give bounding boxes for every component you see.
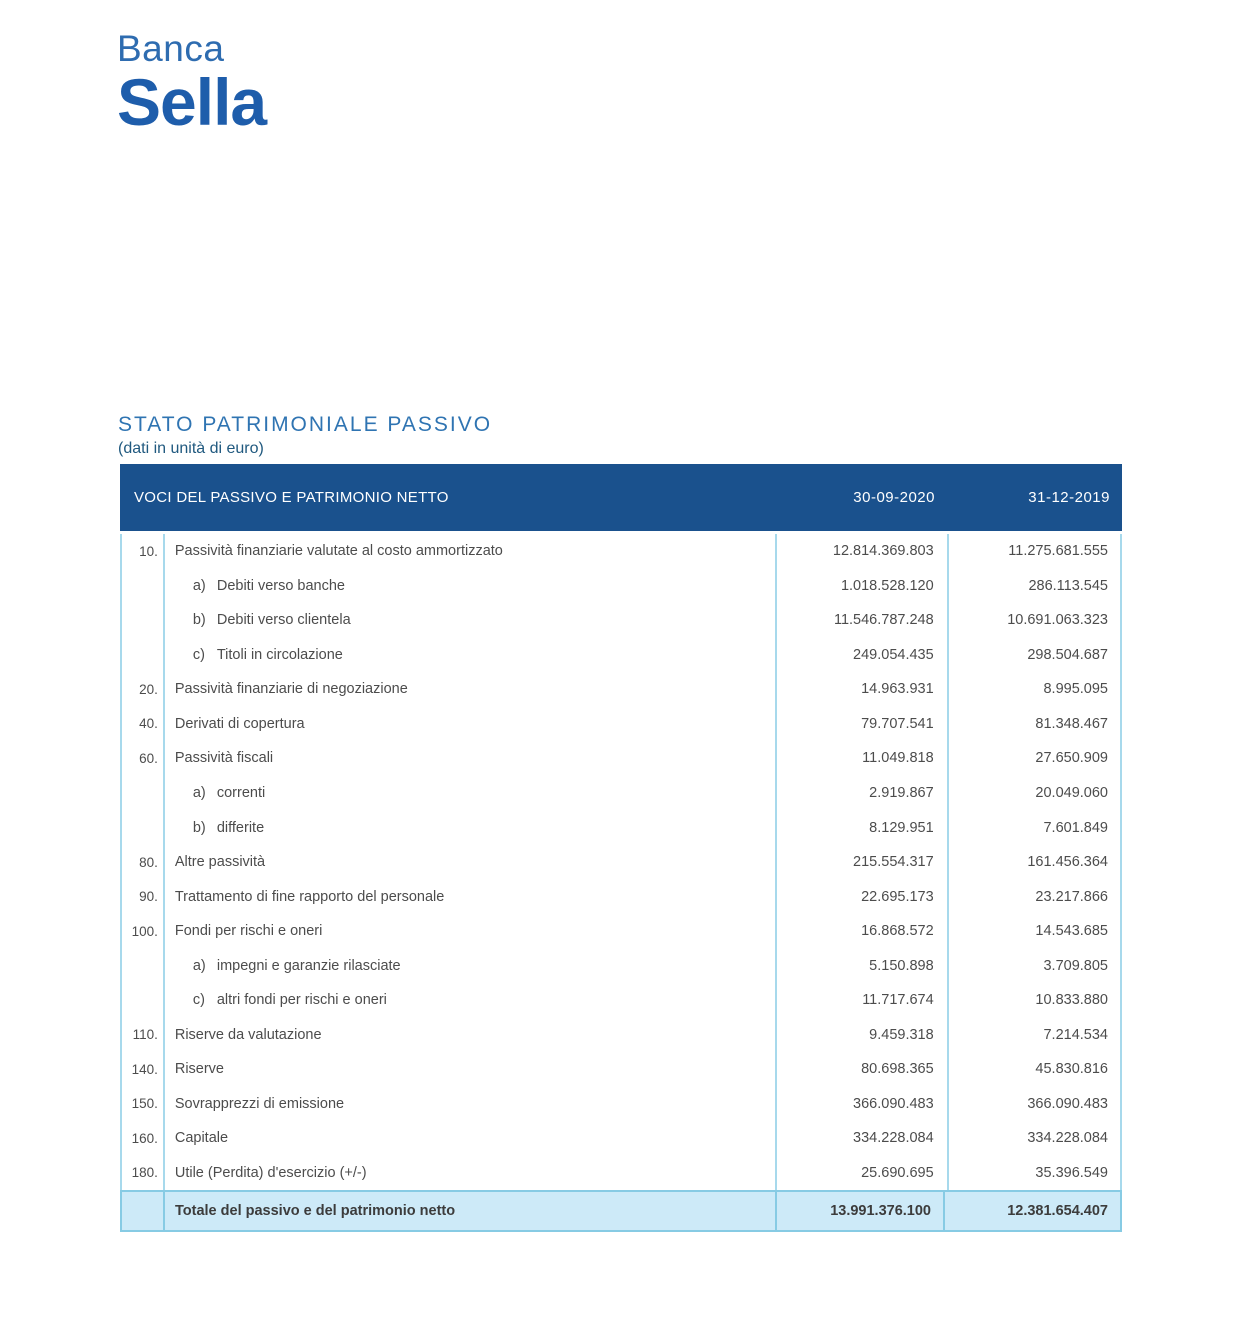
row-label-text: Derivati di copertura [174,715,305,732]
table-row [122,1087,1120,1122]
row-number: 40. [139,716,158,732]
table-row [122,741,1120,776]
row-label [165,716,775,732]
row-value-2019: 334.228.084 [1027,1130,1108,1147]
row-value-2019: 286.113.545 [1028,577,1108,594]
row-value-2020: 215.554.317 [853,854,934,871]
row-number: 110. [132,1027,158,1043]
row-label [165,958,775,974]
row-label-text: Debiti verso banche [216,577,346,594]
table-header-label: VOCI DEL PASSIVO E PATRIMONIO NETTO [134,489,449,506]
row-label-text: Fondi per rischi e oneri [174,923,323,940]
row-number: 150. [131,1096,158,1112]
column-divider [163,534,165,1190]
row-label [165,1096,775,1112]
total-value-2019: 12.381.654.407 [1007,1203,1108,1219]
row-value-2019: 161.456.364 [1027,854,1108,871]
row-label-text: Sovrapprezzi di emissione [174,1095,345,1112]
table-row [122,707,1120,742]
row-label [165,1061,775,1077]
row-label-text: Utile (Perdita) d'esercizio (+/-) [174,1164,367,1181]
row-number: 20. [139,681,158,697]
row-value-2020: 80.698.365 [861,1061,934,1078]
row-number: 180. [131,1165,158,1181]
table-row [122,845,1120,880]
row-label [165,1130,775,1146]
column-divider [775,534,777,1190]
row-value-2019: 298.504.687 [1027,646,1108,663]
table-total-row [120,1190,1122,1232]
row-label [165,854,775,870]
total-value-2020: 13.991.376.100 [775,1192,945,1230]
row-value-2020: 25.690.695 [861,1164,934,1181]
total-label: Totale del passivo e del patrimonio netto [175,1203,456,1219]
table-row [122,672,1120,707]
logo-text-sella: Sella [117,65,267,139]
column-header-date-2: 31-12-2019 [1028,489,1110,506]
row-value-2019: 7.601.849 [1043,819,1108,836]
row-letter-prefix: b) [192,612,206,629]
table-row [122,1156,1120,1191]
row-label-text: altri fondi per rischi e oneri [216,992,387,1009]
row-value-2020: 2.919.867 [869,784,934,801]
row-label [165,1027,775,1043]
row-value-2020: 79.707.541 [861,715,934,732]
row-label-text: Passività finanziarie valutate al costo ammortizzato [174,543,503,560]
row-label-text: differite [216,819,265,836]
column-header-date-1: 30-09-2020 [853,489,935,506]
row-value-2020: 16.868.572 [861,923,934,940]
row-label-text: Riserve [174,1061,224,1078]
row-label [165,992,775,1008]
row-label [165,578,775,594]
row-letter-prefix: a) [192,957,206,974]
row-label [165,889,775,905]
table-row [122,1121,1120,1156]
row-number: 140. [131,1061,158,1077]
row-label-text: correnti [216,784,266,801]
row-label [165,820,775,836]
row-label-text: Capitale [174,1130,229,1147]
row-value-2019: 11.275.681.555 [1008,543,1108,560]
row-label-text: Titoli in circolazione [216,646,343,663]
row-number: 80. [139,854,158,870]
table-row [122,776,1120,811]
row-label [165,785,775,801]
row-value-2019: 8.995.095 [1043,681,1108,698]
row-label-text: Passività finanziarie di negoziazione [174,681,408,698]
table-row [122,914,1120,949]
row-value-2019: 7.214.534 [1043,1026,1108,1043]
row-value-2019: 14.543.685 [1035,923,1108,940]
row-value-2020: 1.018.528.120 [840,577,934,594]
row-label-text: impegni e garanzie rilasciate [216,957,401,974]
page-title: STATO PATRIMONIALE PASSIVO [118,413,493,436]
table-row [122,603,1120,638]
row-label [165,647,775,663]
row-label [165,681,775,697]
table-body [120,534,1122,1190]
row-value-2020: 8.129.951 [869,819,934,836]
row-label [165,612,775,628]
row-number: 60. [139,750,158,766]
table-row [122,1017,1120,1052]
row-number: 160. [131,1130,158,1146]
page-subtitle: (dati in unità di euro) [118,440,264,457]
row-label [165,923,775,939]
row-value-2019: 20.049.060 [1035,784,1108,801]
row-letter-prefix: a) [192,784,206,801]
row-value-2020: 334.228.084 [853,1130,934,1147]
table-row [122,1052,1120,1087]
row-number: 100. [131,923,158,939]
row-label-text: Altre passività [174,854,266,871]
total-num-cell [122,1192,165,1230]
row-value-2020: 249.054.435 [853,646,934,663]
row-label-text: Debiti verso clientela [216,612,351,629]
row-letter-prefix: c) [192,992,205,1009]
row-value-2020: 12.814.369.803 [832,543,934,560]
row-value-2019: 366.090.483 [1027,1095,1108,1112]
row-letter-prefix: b) [192,819,206,836]
row-letter-prefix: a) [192,577,206,594]
banca-sella-logo [117,28,267,139]
table-row [122,534,1120,569]
row-value-2019: 27.650.909 [1035,750,1108,767]
row-value-2020: 22.695.173 [861,888,934,905]
row-label [165,543,775,559]
row-value-2019: 81.348.467 [1035,715,1108,732]
row-value-2020: 5.150.898 [869,957,934,974]
row-label [165,750,775,766]
table-row [122,983,1120,1018]
row-value-2019: 10.833.880 [1035,992,1108,1009]
table-row [122,638,1120,673]
row-value-2020: 11.049.818 [862,750,934,767]
row-value-2019: 45.830.816 [1035,1061,1108,1078]
row-value-2020: 11.546.787.248 [833,612,934,629]
table-row [122,810,1120,845]
row-value-2020: 11.717.674 [862,992,934,1009]
row-value-2020: 14.963.931 [861,681,934,698]
row-value-2020: 9.459.318 [869,1026,934,1043]
logo-text-banca: Banca [117,28,225,69]
row-value-2019: 23.217.866 [1035,888,1108,905]
table-header-bar [120,464,1122,531]
row-value-2019: 3.709.805 [1043,957,1108,974]
row-label-text: Trattamento di fine rapporto del personale [174,888,445,905]
row-letter-prefix: c) [192,646,205,663]
row-label-text: Riserve da valutazione [174,1026,322,1043]
row-number: 90. [139,889,158,905]
table-row [122,879,1120,914]
row-value-2020: 366.090.483 [853,1095,934,1112]
table-row [122,569,1120,604]
column-divider [947,534,949,1190]
row-number: 10. [139,543,158,559]
table-row [122,948,1120,983]
row-value-2019: 10.691.063.323 [1007,612,1108,629]
row-label-text: Passività fiscali [174,750,274,767]
row-value-2019: 35.396.549 [1035,1164,1108,1181]
row-label [165,1165,775,1181]
